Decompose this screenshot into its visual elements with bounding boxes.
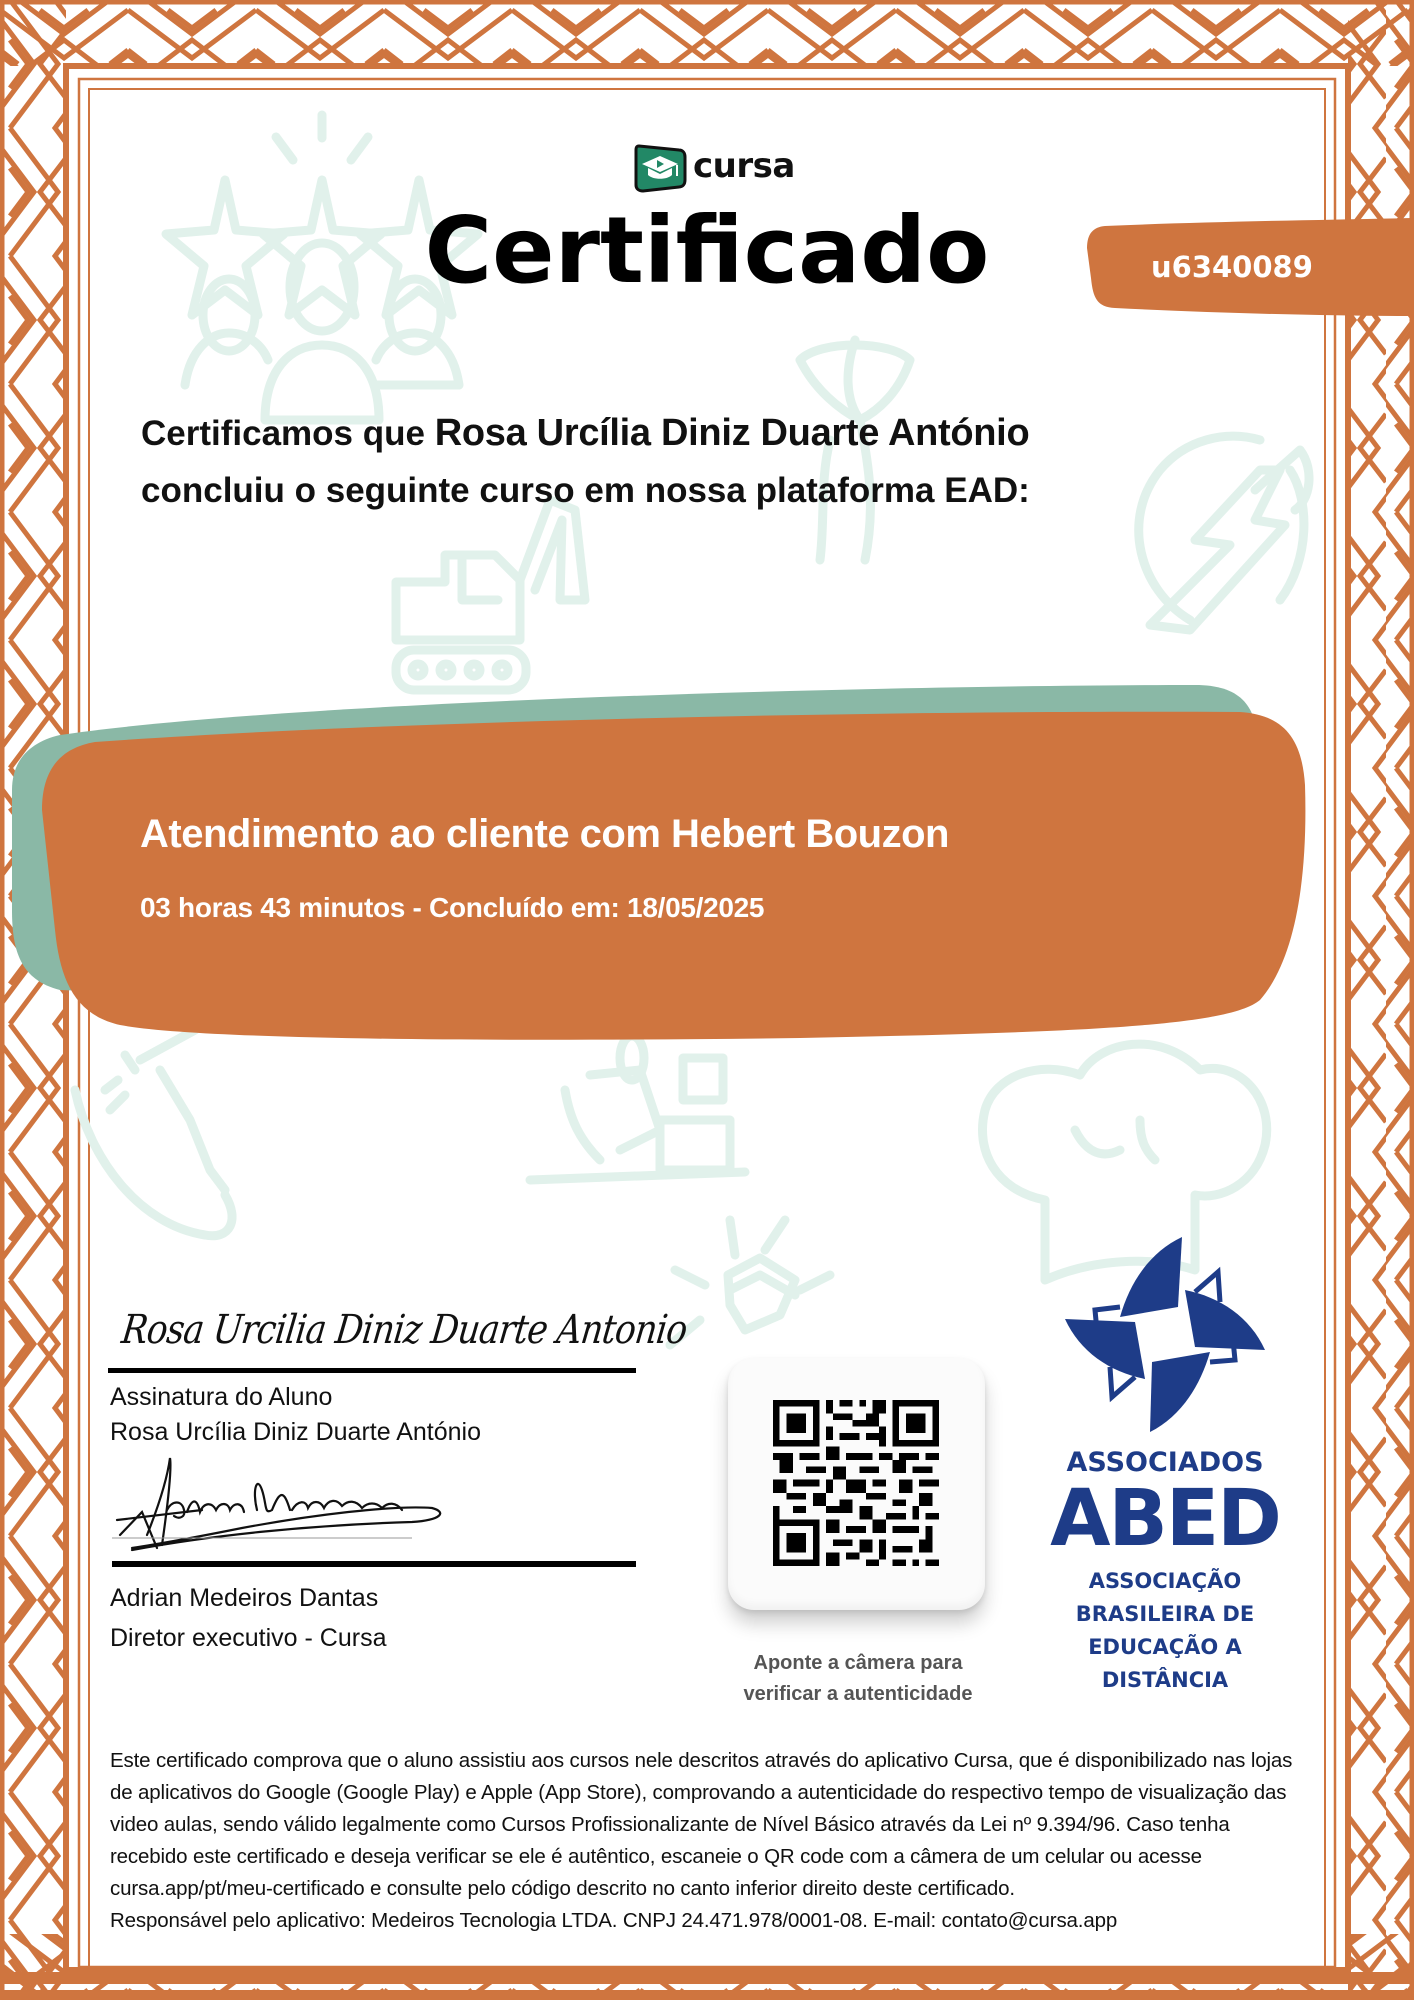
abed-full-line1: ASSOCIAÇÃO (1088, 1569, 1242, 1593)
certificate-code-badge (1075, 218, 1414, 316)
cursa-logo (633, 142, 795, 194)
logo-wordmark: cursa (693, 146, 795, 186)
director-signature-label (110, 1578, 386, 1658)
course-banner (0, 680, 1414, 1050)
certification-statement (141, 405, 1241, 519)
qr-code-icon[interactable] (773, 1400, 939, 1566)
student-signature-line (108, 1368, 636, 1373)
footer-disclaimer (110, 1745, 1310, 1937)
certificate-code: u6340089 (1151, 250, 1313, 284)
statement-line2: concluiu o seguinte curso em nossa plataforma EAD: (141, 471, 1030, 510)
qr-caption (708, 1648, 1008, 1710)
director-role: Diretor executivo - Cursa (110, 1624, 387, 1652)
director-name: Adrian Medeiros Dantas (110, 1584, 379, 1612)
student-signature-script: Rosa Urcilia Diniz Duarte Antonio (119, 1307, 690, 1353)
graduation-play-icon (633, 142, 687, 194)
abed-pinwheel-icon (1060, 1232, 1270, 1437)
banner-orange-shape (42, 712, 1305, 1040)
director-signature-line (112, 1561, 636, 1567)
student-signature (118, 1295, 718, 1375)
abed-full-line2: BRASILEIRA DE (1075, 1602, 1255, 1626)
student-printed-name: Rosa Urcília Diniz Duarte António (110, 1418, 481, 1446)
abed-full-line4: DISTÂNCIA (1101, 1668, 1229, 1692)
abed-associados: ASSOCIADOS (1066, 1447, 1264, 1478)
disclaimer-paragraph: Este certificado comprova que o aluno assistiu aos cursos nele descritos através do aplicativo Cursa, que é disponibilizado nas lojas de aplicativos do Google (Google Play) e Apple (App Store), comprovando a autenticidade do respectivo tempo de visualização das video aulas, sendo válido legalmente como Cursos Profissionalizante de Nível Básico através da Lei nº 9.394/96. Caso tenha recebido este certificado e deseja verificar se ele é autêntico, escaneie o QR code com a câmera de um celular ou acesse cursa.app/pt/meu-certificado e consulte pelo código descrito no canto inferior direito deste certificado. (110, 1749, 1293, 1900)
qr-caption-line2: verificar a autenticidade (743, 1683, 973, 1705)
course-duration-completion: 03 horas 43 minutos - Concluído em: 18/05/2025 (140, 892, 765, 923)
abed-seal (1030, 1232, 1300, 1697)
course-title: Atendimento ao cliente com Hebert Bouzon (140, 812, 949, 856)
abed-name: ABED (1050, 1474, 1280, 1564)
student-name: Rosa Urcília Diniz Duarte António (434, 412, 1030, 454)
qr-code-card[interactable] (728, 1358, 985, 1610)
student-signature-caption: Assinatura do Aluno (110, 1383, 333, 1411)
student-signature-label (110, 1380, 481, 1450)
abed-full-name (1030, 1565, 1300, 1697)
statement-prefix: Certificamos que (141, 414, 435, 453)
certificate-title: Certificado (424, 197, 990, 304)
abed-full-line3: EDUCAÇÃO A (1088, 1635, 1242, 1659)
qr-caption-line1: Aponte a câmera para (753, 1652, 963, 1674)
responsible-company: Responsável pelo aplicativo: Medeiros Tecnologia LTDA. CNPJ 24.471.978/0001-08. E-mail: contato@cursa.app (110, 1909, 1118, 1932)
director-signature (112, 1450, 512, 1560)
